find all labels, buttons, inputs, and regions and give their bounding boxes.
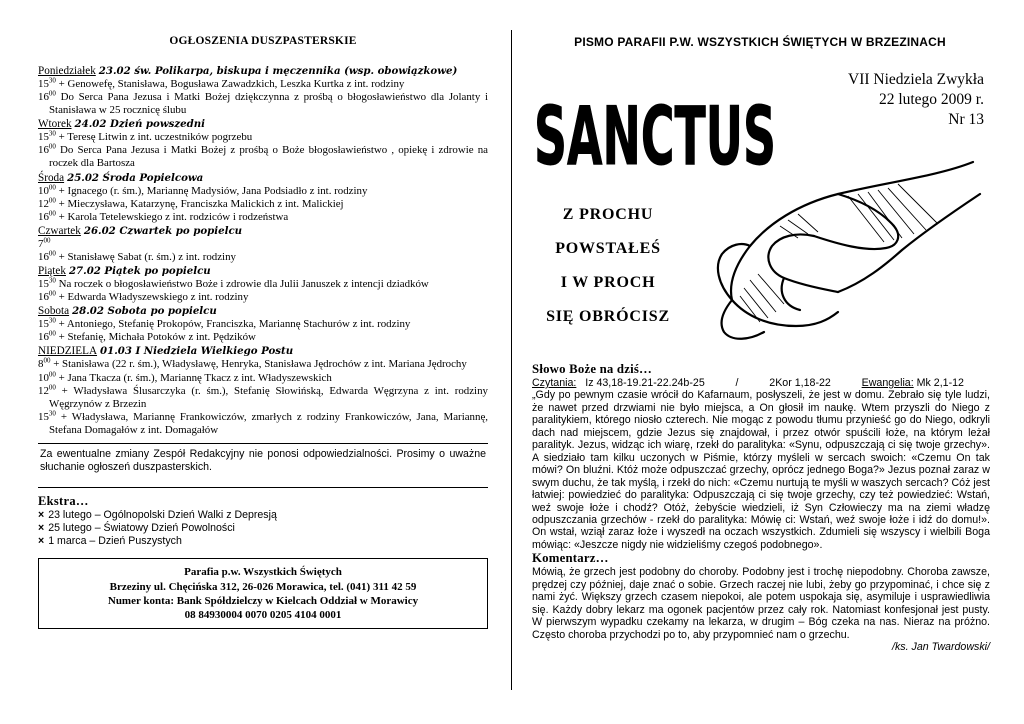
- announcements-title: OGŁOSZENIA DUSZPASTERSKIE: [169, 35, 357, 47]
- mass-hour: 16: [38, 250, 49, 263]
- mass-hour: 10: [38, 371, 49, 384]
- intention-text: + Ignacego (r. śm.), Mariannę Madysiów, Jana Podsiadło z int. rodziny: [58, 184, 368, 197]
- intention-text: + Władysława Ślusarczyka (r. śm.), Stefanię Słowińską, Edwarda Węgrzyna z int. rodziny Węgrzynów z Brzezin: [49, 384, 488, 410]
- mass-intention: [38, 78, 488, 91]
- mass-intention: [38, 198, 488, 211]
- ekstra-heading: Ekstra…: [38, 493, 89, 508]
- mass-minutes: 30: [48, 409, 56, 418]
- mass-intention: [38, 331, 488, 344]
- mass-minutes: 00: [43, 356, 51, 365]
- intention-text: + Teresę Litwin z int. uczestników pogrzebu: [58, 131, 253, 144]
- intention-text: Na roczek o błogosławieństwo Boże i zdrowie dla Julii Januszek z intencji dziadków: [58, 278, 429, 291]
- mass-hour: 16: [38, 144, 49, 157]
- first-reading: Iz 43,18-19.21-22.24b-25: [585, 377, 705, 389]
- comment-heading: Komentarz…: [532, 551, 609, 566]
- mass-hour: 15: [38, 78, 49, 90]
- hand-sketch-illustration: [688, 154, 988, 354]
- day-name: Wtorek: [38, 118, 72, 131]
- mass-intention: [38, 182, 488, 198]
- account-number: 08 84930004 0070 0205 4104 0001: [184, 608, 342, 621]
- mass-minutes: 30: [48, 76, 56, 85]
- mass-hour: 15: [38, 278, 49, 291]
- intention-text: + Genowefę, Stanisława, Bogusława Zawadzkich, Leszka Kurtka z int. rodziny: [58, 78, 405, 90]
- mass-intention: [38, 278, 488, 291]
- mass-hour: 7: [38, 237, 44, 250]
- mass-minutes: 00: [48, 182, 56, 191]
- mass-intention: [38, 144, 488, 170]
- mass-intention: [38, 131, 488, 144]
- list-item: × 23 lutego – Ogólnopolski Dzień Walki z Depresją: [38, 508, 277, 521]
- second-reading: 2Kor 1,18-22: [769, 377, 831, 389]
- intention-text: + Mieczysława, Katarzynę, Franciszka Malickich z int. Malickiej: [58, 197, 344, 210]
- parish-address: Brzeziny ul. Chęcińska 312, 26-026 Morawica, tel. (041) 311 42 59: [109, 580, 417, 593]
- cross-icon: ×: [38, 521, 45, 534]
- motto-line: I W PROCH: [560, 274, 656, 291]
- day-heading: [38, 225, 488, 238]
- bank-name: Numer konta: Bank Spółdzielczy w Kielcach Oddział w Morawicy: [107, 594, 419, 607]
- svg-text:SANCTUS: SANCTUS: [534, 90, 776, 182]
- mass-minutes: 00: [48, 196, 56, 205]
- day-heading: [38, 118, 488, 131]
- mass-minutes: 30: [48, 129, 56, 138]
- day-name: NIEDZIELA: [38, 345, 98, 358]
- day-liturgy: 27.02 Piątek po popielcu: [68, 265, 211, 278]
- day-heading: [38, 265, 488, 278]
- signature: /ks. Jan Twardowski/: [892, 641, 990, 654]
- mass-minutes: 00: [48, 209, 56, 218]
- day-heading: [38, 172, 488, 185]
- issue-date: 22 lutego 2009 r.: [878, 91, 984, 108]
- bulletin-title: PISMO PARAFII P.W. WSZYSTKICH ŚWIĘTYCH W BRZEZINACH: [574, 35, 946, 49]
- mass-intention: [38, 369, 488, 385]
- day-liturgy: 23.02 św. Polikarpa, biskupa i męczennika (wsp. obowiązkowe): [98, 65, 458, 77]
- list-item: × 1 marca – Dzień Puszystych: [38, 534, 182, 547]
- issue-info: [848, 70, 984, 130]
- intention-text: + Jana Tkacza (r. śm.), Mariannę Tkacz z int. Władyszewskich: [58, 371, 332, 384]
- ekstra-list: [38, 509, 488, 547]
- mass-minutes: 00: [48, 369, 56, 378]
- column-divider: [511, 30, 512, 690]
- editorial-notice: Za ewentualne zmiany Zespół Redakcyjny nie ponosi odpowiedzialności. Prosimy o uważne słuchanie ogłoszeń duszpasterskich.: [38, 443, 488, 488]
- mass-minutes: 00: [48, 329, 56, 338]
- mass-intention: [38, 91, 488, 117]
- mass-intention: [38, 318, 488, 331]
- issue-number: Nr 13: [948, 111, 984, 128]
- day-liturgy: 25.02 Środa Popielcowa: [67, 171, 204, 184]
- parish-contact-box: [38, 558, 488, 629]
- mass-minutes: 30: [48, 276, 56, 285]
- intention-text: + Stanisławę Sabat (r. śm.) z int. rodziny: [58, 250, 236, 263]
- cross-icon: ×: [38, 534, 45, 547]
- intention-text: + Stanisława (22 r. śm.), Władysławę, Henryka, Stanisława Jędrochów z int. Mariana Jędrochy: [53, 358, 467, 371]
- mass-schedule: [38, 65, 488, 437]
- motto-line: Z PROCHU: [562, 206, 654, 223]
- motto-line: SIĘ OBRÓCISZ: [546, 308, 670, 325]
- mass-intention: [38, 211, 488, 224]
- mass-hour: 15: [38, 410, 49, 423]
- list-item: × 25 lutego – Światowy Dzień Powolności: [38, 521, 235, 534]
- day-heading: [38, 345, 488, 358]
- mass-minutes: 00: [43, 236, 51, 245]
- mass-hour: 12: [38, 197, 49, 210]
- day-name: Sobota: [38, 305, 70, 318]
- mass-hour: 16: [38, 91, 49, 104]
- mass-intention: [38, 358, 488, 371]
- gospel-text: „Gdy po pewnym czasie wrócił do Kafarnaum, posłyszeli, że jest w domu. Zebrało się tyle ludzi, że nawet przed drzwiami nie było miejsca, a On głosił im naukę. Wtem przyszli do Niego z paralitykiem, którego niosło czterech. Nie mogąc z powodu tłumu przynieść go do Niego, odkryli dach nad miejscem, gdzie Jezus się znajdował, i przez otwór spuścili łoże, na którym leżał paralityk. Jezus, widząc ich wiarę, rzekł do paralityka: «Synu, odpuszczają ci się twoje grzechy». A siedziało tam kilku uczonych w Piśmie, którzy myśleli w sercach swoich: «Czemu On tak mówi? On bluźni. Któż może odpuszczać grzechy, oprócz jednego Boga?» Jezus poznał zaraz w swym duchu, że tak myślą, i rzekł do nich: «Czemu nurtują te myśli w waszych sercach? Cóż jest łatwiej: powiedzieć do paralityka: Odpuszczają ci się twoje grzechy, czy też powiedzieć: Wstań, weź swoje łoże i chodź? Otóż, żebyście wiedzieli, iż Syn Człowieczy ma na ziemi władzę odpuszczania grzechów - rzekł do paralityka: Mówię ci: Wstań, weź swoje łoże i idź do domu!». On wstał, wziął zaraz łoże i wyszedł na oczach wszystkich. Zdumieli się wszyscy i wielbili Boga mówiąc: «Jeszcze nigdy nie widzieliśmy czegoś podobnego».: [532, 389, 990, 551]
- parish-name: Parafia p.w. Wszystkich Świętych: [184, 566, 342, 579]
- day-liturgy: 01.03 I Niedziela Wielkiego Postu: [100, 345, 294, 358]
- mass-hour: 16: [38, 291, 49, 304]
- comment-text: Mówią, że grzech jest podobny do choroby. Podobny jest i trochę niepodobny. Choroba zawsze, prędzej czy później, daje znać o sobie. Grzech raczej nie lubi, żeby go przypominać, i chce się z nami żyć. Większy grzech czasem niepokoi, ale potem uspokaja się, asymiluje i usprawiedliwia się. Każdy dobry lekarz ma ogonek pacjentów przez cały rok. Natomiast konfesjonał jest pusty. W pierwszym wypadku czekamy na lekarza, w drugim – Bóg czeka na nas. Nieraz na próżno. Często choroba przychodzi po to, aby przypomnieć nam o grzechu.: [532, 566, 990, 641]
- mass-intention: [38, 382, 488, 411]
- mass-hour: 15: [38, 131, 49, 144]
- mass-hour: 16: [38, 210, 49, 223]
- mass-intention: [38, 411, 488, 437]
- readings-line: [532, 377, 990, 389]
- day-name: Piątek: [38, 265, 66, 278]
- bulletin-column: [528, 30, 992, 654]
- day-name: Środa: [38, 171, 65, 184]
- gospel-reference: Mk 2,1-12: [916, 377, 964, 389]
- day-liturgy: 24.02 Dzień powszedni: [74, 118, 206, 131]
- mass-intention: [38, 291, 488, 304]
- intention-text: Do Serca Pana Jezusa i Matki Bożej dziękczynna z prośbą o błogosławieństwo dla Jolanty i Stanisława w 25 rocznicę ślubu: [49, 91, 488, 117]
- mass-minutes: 00: [48, 142, 56, 151]
- mass-hour: 12: [38, 384, 49, 397]
- mass-minutes: 30: [48, 316, 56, 325]
- day-name: Czwartek: [38, 224, 81, 237]
- mass-hour: 10: [38, 184, 49, 197]
- day-liturgy: 28.02 Sobota po popielcu: [72, 305, 217, 318]
- mass-minutes: 00: [48, 89, 56, 98]
- readings-label: Czytania:: [532, 377, 577, 389]
- word-heading: Słowo Boże na dziś…: [532, 362, 653, 376]
- mass-intention: [38, 238, 488, 251]
- mass-minutes: 00: [48, 249, 56, 258]
- gospel-label: Ewangelia:: [861, 377, 914, 389]
- mass-hour: 16: [38, 331, 49, 344]
- separator: /: [735, 377, 739, 389]
- intention-text: Do Serca Pana Jezusa i Matki Bożej z prośbą o Boże błogosławieństwo , opiekę i zdrowie na roczek dla Bartosza: [49, 144, 488, 170]
- intention-text: + Władysława, Mariannę Frankowiczów, zmarłych z rodziny Frankowiczów, Jana, Mariannę, Stefana Domagałów z int. Domagałów: [49, 410, 488, 436]
- intention-text: + Edwarda Władyszewskiego z int. rodziny: [58, 291, 249, 304]
- mass-hour: 8: [38, 358, 44, 371]
- cross-icon: ×: [38, 508, 45, 521]
- intention-text: + Antoniego, Stefanię Prokopów, Franciszka, Mariannę Stachurów z int. rodziny: [58, 318, 411, 331]
- day-name: Poniedziałek: [38, 65, 96, 77]
- motto-line: POWSTAŁEŚ: [555, 240, 661, 257]
- intention-text: + Karola Tetelewskiego z int. rodziców i rodzeństwa: [58, 210, 289, 223]
- announcements-column: [38, 30, 488, 629]
- intention-text: + Stefanię, Michała Potoków z int. Pędzików: [58, 331, 256, 344]
- mass-hour: 15: [38, 318, 49, 331]
- day-heading: [38, 65, 488, 78]
- mass-intention: [38, 251, 488, 264]
- day-heading: [38, 305, 488, 318]
- word-of-god-section: [532, 362, 990, 654]
- motto: [538, 198, 678, 334]
- sunday-name: VII Niedziela Zwykła: [848, 71, 984, 88]
- mass-minutes: 00: [48, 289, 56, 298]
- day-liturgy: 26.02 Czwartek po popielcu: [83, 224, 243, 237]
- mass-minutes: 00: [48, 382, 56, 391]
